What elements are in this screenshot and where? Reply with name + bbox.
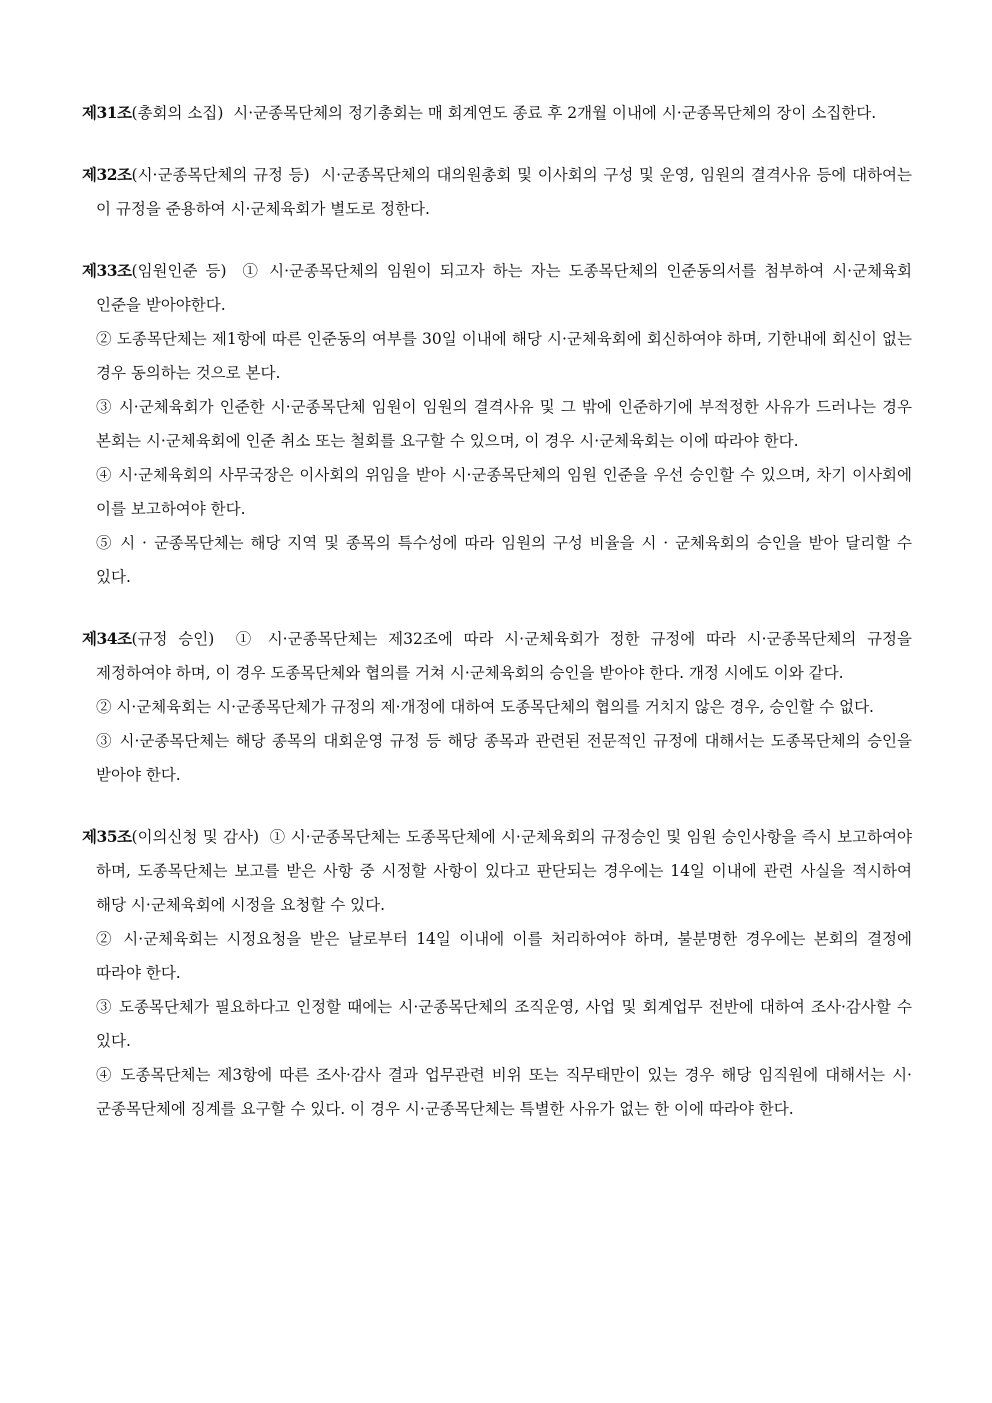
article-31 [82,96,912,130]
article-34 [82,622,912,792]
article-number: 제34조 [82,629,132,648]
paragraph-text: ① 시·군종목단체는 제32조에 따라 시·군체육회가 정한 규정에 따라 시·군종목단체의 규정을 제정하여야 하며, 이 경우 도종목단체와 협의를 거쳐 시·군체육회의 승인을 받아야 한다. 개정 시에도 이와 같다. [96,630,913,682]
sub-paragraph: ② 시·군체육회는 시정요청을 받은 날로부터 14일 이내에 이를 처리하여야 하며, 불분명한 경우에는 본회의 결정에 따라야 한다. [96,930,912,982]
paragraph-text: 시·군종목단체의 정기총회는 매 회계연도 종료 후 2개월 이내에 시·군종목단체의 장이 소집한다. [233,104,877,122]
paragraph-text: ① 시·군종목단체의 임원이 되고자 하는 자는 도종목단체의 인준동의서를 첨부하여 시·군체육회 인준을 받아야한다. [96,262,912,314]
article-number: 제33조 [82,261,132,280]
sub-paragraph: ② 도종목단체는 제1항에 따른 인준동의 여부를 30일 이내에 해당 시·군체육회에 회신하여야 하며, 기한내에 회신이 없는 경우 동의하는 것으로 본다. [96,330,912,382]
article-paragraph [82,254,912,322]
sub-paragraph: ④ 도종목단체는 제3항에 따른 조사·감사 결과 업무관련 비위 또는 직무태만이 있는 경우 해당 임직원에 대해서는 시·군종목단체에 징계를 요구할 수 있다. 이 경우 시·군종목단체는 특별한 사유가 없는 한 이에 따라야 한다. [96,1066,912,1118]
article-paragraph [82,622,912,690]
article-number: 제31조 [82,103,132,122]
document-page [82,96,912,1154]
article-paragraph [82,96,912,130]
sub-paragraph: ③ 도종목단체가 필요하다고 인정할 때에는 시·군종목단체의 조직운영, 사업 및 회계업무 전반에 대하여 조사·감사할 수 있다. [96,998,912,1050]
sub-paragraph: ⑤ 시 · 군종목단체는 해당 지역 및 종목의 특수성에 따라 임원의 구성 비율을 시 · 군체육회의 승인을 받아 달리할 수 있다. [96,534,912,586]
sub-paragraph: ③ 시·군체육회가 인준한 시·군종목단체 임원이 임원의 결격사유 및 그 밖에 인준하기에 부적정한 사유가 드러나는 경우 본회는 시·군체육회에 인준 취소 또는 철회를 요구할 수 있으며, 이 경우 시·군체육회는 이에 따라야 한다. [96,398,912,450]
article-33 [82,254,912,594]
article-title: (규정 승인) [131,630,215,648]
article-number: 제35조 [82,827,132,846]
sub-paragraph: ② 시·군체육회는 시·군종목단체가 규정의 제·개정에 대하여 도종목단체의 협의를 거치지 않은 경우, 승인할 수 없다. [96,698,874,716]
article-paragraph [82,158,912,226]
article-35 [82,820,912,1126]
article-32 [82,158,912,226]
article-title: (시·군종목단체의 규정 등) [131,166,310,184]
article-title: (이의신청 및 감사) [131,828,260,846]
article-title: (총회의 소집) [131,104,224,122]
sub-paragraph: ④ 시·군체육회의 사무국장은 이사회의 위임을 받아 시·군종목단체의 임원 인준을 우선 승인할 수 있으며, 차기 이사회에 이를 보고하여야 한다. [96,466,912,518]
article-paragraph [82,820,912,922]
paragraph-text: 시·군종목단체의 대의원총회 및 이사회의 구성 및 운영, 임원의 결격사유 등에 대하여는 이 규정을 준용하여 시·군체육회가 별도로 정한다. [96,166,912,218]
paragraph-text: ① 시·군종목단체는 도종목단체에 시·군체육회의 규정승인 및 임원 승인사항을 즉시 보고하여야 하며, 도종목단체는 보고를 받은 사항 중 시정할 사항이 있다고 판단되는 경우에는 14일 이내에 관련 사실을 적시하여 해당 시·군체육회에 시정을 요청할 수 있다. [96,828,912,914]
article-number: 제32조 [82,165,132,184]
article-title: (임원인준 등) [131,262,227,280]
sub-paragraph: ③ 시·군종목단체는 해당 종목의 대회운영 규정 등 해당 종목과 관련된 전문적인 규정에 대해서는 도종목단체의 승인을 받아야 한다. [96,732,912,784]
